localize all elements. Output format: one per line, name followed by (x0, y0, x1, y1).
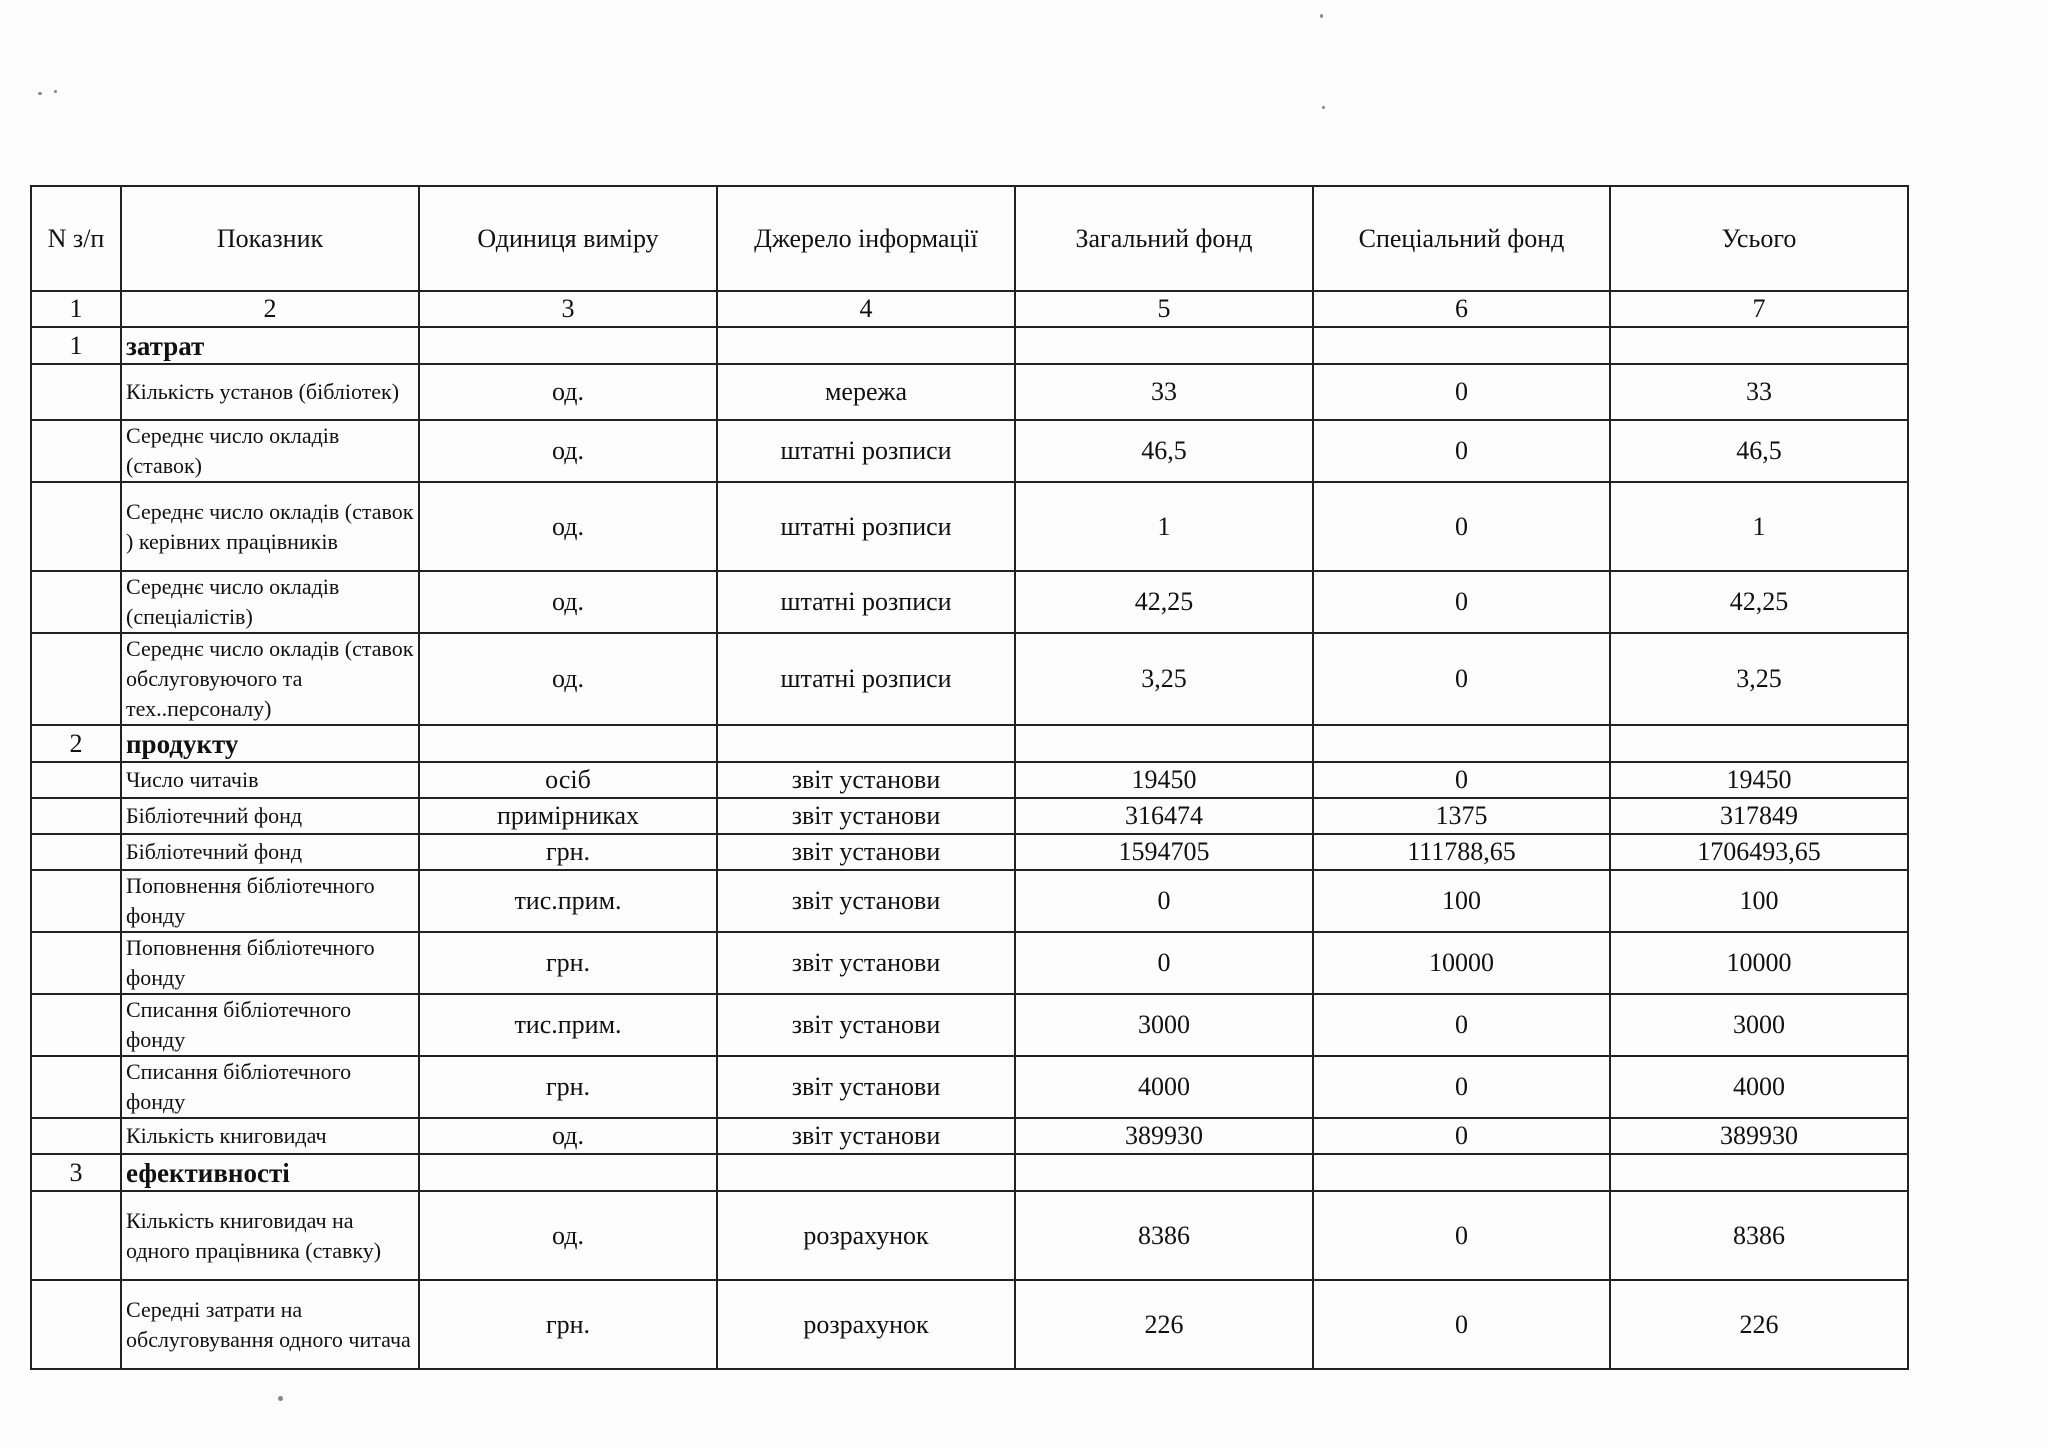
general-fund-cell: 389930 (1015, 1118, 1313, 1154)
source-cell: штатні розписи (717, 420, 1015, 482)
source-cell: розрахунок (717, 1191, 1015, 1280)
source-cell: звіт установи (717, 1118, 1015, 1154)
special-fund-cell: 0 (1313, 364, 1610, 420)
section-row (31, 725, 1908, 762)
special-fund-cell: 10000 (1313, 932, 1610, 994)
empty-cell (1015, 1154, 1313, 1191)
special-fund-cell: 0 (1313, 994, 1610, 1056)
empty-cell (1610, 327, 1908, 364)
number-cell (31, 870, 121, 932)
column-number-cell: 2 (121, 291, 419, 327)
general-fund-cell: 19450 (1015, 762, 1313, 798)
table-row (31, 482, 1908, 571)
empty-cell (1015, 725, 1313, 762)
empty-cell (1313, 327, 1610, 364)
number-cell (31, 633, 121, 725)
section-title: продукту (121, 725, 419, 762)
table-row (31, 994, 1908, 1056)
section-title: ефективності (121, 1154, 419, 1191)
unit-cell: од. (419, 482, 717, 571)
general-fund-cell: 8386 (1015, 1191, 1313, 1280)
column-number-row (31, 291, 1908, 327)
indicator-cell: Число читачів (121, 762, 419, 798)
general-fund-cell: 42,25 (1015, 571, 1313, 633)
total-cell: 33 (1610, 364, 1908, 420)
number-cell (31, 798, 121, 834)
table-row (31, 798, 1908, 834)
scan-speck (1320, 14, 1323, 18)
total-cell: 19450 (1610, 762, 1908, 798)
section-number: 3 (31, 1154, 121, 1191)
general-fund-cell: 0 (1015, 932, 1313, 994)
special-fund-cell: 100 (1313, 870, 1610, 932)
special-fund-cell: 0 (1313, 1118, 1610, 1154)
table-row (31, 1056, 1908, 1118)
total-cell: 317849 (1610, 798, 1908, 834)
scan-speck (1322, 106, 1325, 109)
unit-cell: тис.прим. (419, 870, 717, 932)
header-cell-general-fund: Загальний фонд (1015, 186, 1313, 291)
source-cell: звіт установи (717, 994, 1015, 1056)
unit-cell: грн. (419, 834, 717, 870)
empty-cell (419, 1154, 717, 1191)
empty-cell (419, 327, 717, 364)
total-cell: 8386 (1610, 1191, 1908, 1280)
number-cell (31, 932, 121, 994)
total-cell: 4000 (1610, 1056, 1908, 1118)
total-cell: 100 (1610, 870, 1908, 932)
indicator-cell: Бібліотечний фонд (121, 798, 419, 834)
source-cell: звіт установи (717, 932, 1015, 994)
source-cell: звіт установи (717, 1056, 1015, 1118)
header-cell-total: Усього (1610, 186, 1908, 291)
table-row (31, 932, 1908, 994)
indicator-cell: Списання бібліотечного фонду (121, 1056, 419, 1118)
general-fund-cell: 1594705 (1015, 834, 1313, 870)
unit-cell: грн. (419, 1280, 717, 1369)
indicator-cell: Бібліотечний фонд (121, 834, 419, 870)
header-cell-unit: Одиниця виміру (419, 186, 717, 291)
general-fund-cell: 0 (1015, 870, 1313, 932)
section-row (31, 327, 1908, 364)
header-cell-indicator: Показник (121, 186, 419, 291)
unit-cell: од. (419, 571, 717, 633)
special-fund-cell: 111788,65 (1313, 834, 1610, 870)
table-row (31, 762, 1908, 798)
special-fund-cell: 0 (1313, 633, 1610, 725)
special-fund-cell: 1375 (1313, 798, 1610, 834)
source-cell: штатні розписи (717, 482, 1015, 571)
empty-cell (419, 725, 717, 762)
number-cell (31, 1118, 121, 1154)
indicator-cell: Поповнення бібліотечного фонду (121, 932, 419, 994)
table-row (31, 571, 1908, 633)
column-number-cell: 6 (1313, 291, 1610, 327)
number-cell (31, 1191, 121, 1280)
general-fund-cell: 1 (1015, 482, 1313, 571)
table-row (31, 870, 1908, 932)
number-cell (31, 571, 121, 633)
header-cell-number: N з/п (31, 186, 121, 291)
source-cell: звіт установи (717, 798, 1015, 834)
special-fund-cell: 0 (1313, 420, 1610, 482)
special-fund-cell: 0 (1313, 1056, 1610, 1118)
number-cell (31, 762, 121, 798)
source-cell: звіт установи (717, 870, 1015, 932)
number-cell (31, 1056, 121, 1118)
special-fund-cell: 0 (1313, 482, 1610, 571)
empty-cell (1610, 725, 1908, 762)
general-fund-cell: 3,25 (1015, 633, 1313, 725)
empty-cell (1313, 725, 1610, 762)
total-cell: 3,25 (1610, 633, 1908, 725)
total-cell: 1 (1610, 482, 1908, 571)
column-number-cell: 3 (419, 291, 717, 327)
unit-cell: грн. (419, 932, 717, 994)
source-cell: звіт установи (717, 762, 1015, 798)
empty-cell (717, 725, 1015, 762)
indicator-cell: Середнє число окладів (ставок ) керівних працівників (121, 482, 419, 571)
source-cell: звіт установи (717, 834, 1015, 870)
number-cell (31, 364, 121, 420)
empty-cell (1313, 1154, 1610, 1191)
header-row (31, 186, 1908, 291)
table-row (31, 834, 1908, 870)
total-cell: 1706493,65 (1610, 834, 1908, 870)
total-cell: 46,5 (1610, 420, 1908, 482)
unit-cell: од. (419, 633, 717, 725)
total-cell: 226 (1610, 1280, 1908, 1369)
column-number-cell: 7 (1610, 291, 1908, 327)
source-cell: розрахунок (717, 1280, 1015, 1369)
number-cell (31, 1280, 121, 1369)
total-cell: 42,25 (1610, 571, 1908, 633)
empty-cell (717, 327, 1015, 364)
unit-cell: тис.прим. (419, 994, 717, 1056)
total-cell: 10000 (1610, 932, 1908, 994)
total-cell: 3000 (1610, 994, 1908, 1056)
scan-speck (38, 92, 42, 95)
column-number-cell: 5 (1015, 291, 1313, 327)
indicator-cell: Середнє число окладів (ставок обслуговуючого та тех..персоналу) (121, 633, 419, 725)
table-row (31, 633, 1908, 725)
table-row (31, 1191, 1908, 1280)
special-fund-cell: 0 (1313, 1191, 1610, 1280)
indicator-cell: Середнє число окладів (спеціалістів) (121, 571, 419, 633)
section-row (31, 1154, 1908, 1191)
column-number-cell: 1 (31, 291, 121, 327)
source-cell: мережа (717, 364, 1015, 420)
header-cell-special-fund: Спеціальний фонд (1313, 186, 1610, 291)
special-fund-cell: 0 (1313, 571, 1610, 633)
indicator-cell: Кількість установ (бібліотек) (121, 364, 419, 420)
unit-cell: грн. (419, 1056, 717, 1118)
indicator-cell: Середнє число окладів (ставок) (121, 420, 419, 482)
general-fund-cell: 316474 (1015, 798, 1313, 834)
number-cell (31, 834, 121, 870)
unit-cell: од. (419, 364, 717, 420)
source-cell: штатні розписи (717, 571, 1015, 633)
section-title: затрат (121, 327, 419, 364)
source-cell: штатні розписи (717, 633, 1015, 725)
empty-cell (1610, 1154, 1908, 1191)
empty-cell (717, 1154, 1015, 1191)
number-cell (31, 420, 121, 482)
indicator-cell: Середні затрати на обслуговування одного читача (121, 1280, 419, 1369)
unit-cell: од. (419, 1191, 717, 1280)
scan-speck (278, 1396, 283, 1401)
table-row (31, 1280, 1908, 1369)
header-cell-source: Джерело інформації (717, 186, 1015, 291)
general-fund-cell: 33 (1015, 364, 1313, 420)
number-cell (31, 994, 121, 1056)
column-number-cell: 4 (717, 291, 1015, 327)
unit-cell: примірниках (419, 798, 717, 834)
total-cell: 389930 (1610, 1118, 1908, 1154)
indicator-cell: Поповнення бібліотечного фонду (121, 870, 419, 932)
special-fund-cell: 0 (1313, 762, 1610, 798)
unit-cell: од. (419, 1118, 717, 1154)
table-row (31, 420, 1908, 482)
special-fund-cell: 0 (1313, 1280, 1610, 1369)
empty-cell (1015, 327, 1313, 364)
unit-cell: од. (419, 420, 717, 482)
general-fund-cell: 46,5 (1015, 420, 1313, 482)
table-row (31, 1118, 1908, 1154)
general-fund-cell: 226 (1015, 1280, 1313, 1369)
performance-indicators-table (30, 185, 1909, 1370)
section-number: 1 (31, 327, 121, 364)
scan-speck (54, 90, 57, 93)
table-row (31, 364, 1908, 420)
general-fund-cell: 3000 (1015, 994, 1313, 1056)
general-fund-cell: 4000 (1015, 1056, 1313, 1118)
number-cell (31, 482, 121, 571)
unit-cell: осіб (419, 762, 717, 798)
indicator-cell: Кількість книговидач (121, 1118, 419, 1154)
indicator-cell: Списання бібліотечного фонду (121, 994, 419, 1056)
indicator-cell: Кількість книговидач на одного працівника (ставку) (121, 1191, 419, 1280)
section-number: 2 (31, 725, 121, 762)
